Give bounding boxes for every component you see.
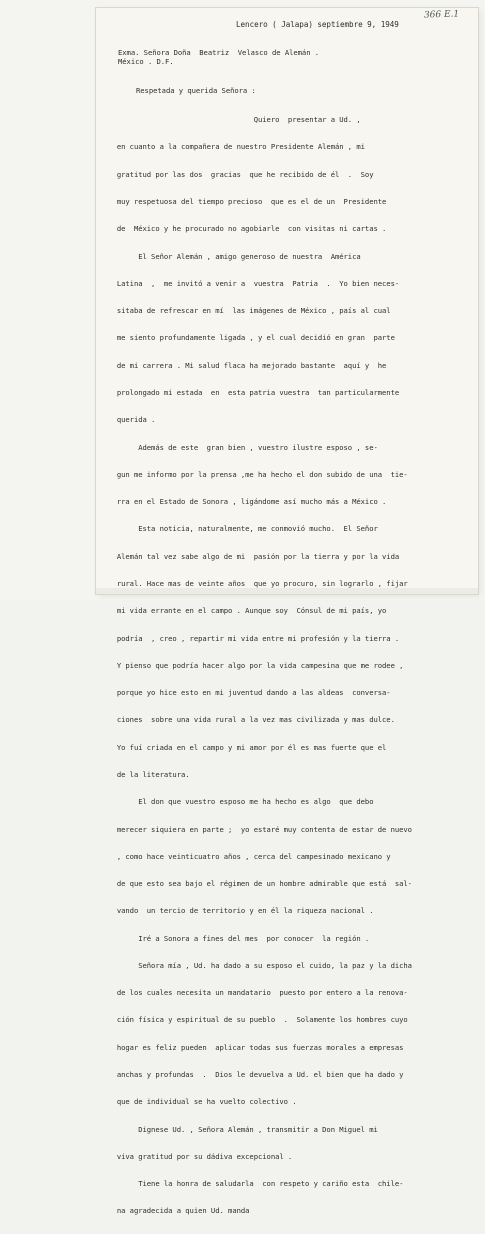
letter-salutation: Respetada y querida Señora : [136, 86, 256, 95]
body-line: Quiero presentar a Ud. , [104, 115, 361, 125]
body-line: El Señor Alemán , amigo generoso de nuestra América [104, 251, 361, 261]
body-line: Tiene la honra de saludarla con respeto y cariño esta chile- [104, 1179, 404, 1189]
body-line: prolongado mi estada en esta patria vuestra tan particularmente [104, 388, 400, 397]
body-line: Señora mía , Ud. ha dado a su esposo el cuido, la paz y la dicha [104, 960, 412, 970]
letter-dateline: Lencero ( Jalapa) septiembre 9, 1949 [236, 20, 399, 29]
body-line: Dignese Ud. , Señora Alemán , transmitir a Don Miguel mi [104, 1124, 378, 1134]
body-line: de México y he procurado no agobiarle con visitas ni cartas . [104, 224, 387, 234]
body-line: vando un tercio de territorio y en él la riqueza nacional . [104, 906, 374, 916]
body-line: Iré a Sonora a fines del mes por conocer la región . [104, 933, 370, 943]
recipient-name: Exma. Señora Doña Beatriz Velasco de Alemán . [118, 48, 320, 57]
body-line: muy respetuosa del tiempo precioso que es el de un Presidente [104, 197, 387, 207]
body-line: ción física y espiritual de su pueblo . Solamente los hombres cuyo [104, 1015, 408, 1025]
body-line: Esta noticia, naturalmente, me conmovió mucho. El Señor [104, 524, 378, 534]
body-line: de la literatura. [104, 769, 190, 779]
recipient-city: México . D.F. [118, 57, 174, 66]
body-line: anchas y profundas . Dios le devuelva a Ud. el bien que ha dado y [104, 1070, 404, 1080]
body-line: Y pienso que podría hacer algo por la vida campesina que me rodee , [104, 660, 404, 670]
body-line: podría , creo , repartir mi vida entre mi profesión y la tierra . [104, 633, 400, 643]
body-line: , como hace veinticuatro años , cerca del campesinado mexicano y [104, 851, 391, 861]
body-line: na agradecida a quien Ud. manda [104, 1206, 250, 1216]
body-line: de mi carrera . Mi salud flaca ha mejorado bastante aquí y he [104, 360, 387, 370]
body-line: Latina , me invitó a venir a vuestra Patria . Yo bien neces- [104, 278, 400, 288]
body-line: merecer siquiera en parte ; yo estaré muy contenta de estar de nuevo [104, 824, 412, 834]
body-line: gun me informo por la prensa ,me ha hecho el don subido de una tie- [104, 469, 408, 479]
body-line: mi vida errante en el campo . Aunque soy Cónsul de mi país, yo [104, 606, 387, 616]
body-line: querida . [104, 415, 156, 425]
body-line: rural. Hace mas de veinte años que yo procuro, sin lograrlo , fijar [104, 578, 408, 588]
letter-body [104, 97, 412, 1234]
body-line: rra en el Estado de Sonora , ligándome así mucho más a México . [104, 497, 387, 507]
body-line: Además de este gran bien , vuestro ilustre esposo , se- [104, 442, 378, 452]
body-line: de los cuales necesita un mandatario puesto por entero a la renova- [104, 988, 408, 998]
body-line: hogar es feliz pueden aplicar todas sus fuerzas morales a empresas [104, 1042, 404, 1052]
body-line: porque yo hice esto en mi juventud dando a las aldeas conversa- [104, 688, 391, 698]
body-line: sitaba de refrescar en mí las imágenes de México , país al cual [104, 306, 391, 316]
body-line: gratitud por las dos gracias que he recibido de él . Soy [104, 169, 374, 179]
body-line: Alemán tal vez sabe algo de mi pasión por la tierra y por la vida [104, 551, 400, 561]
body-line: me siento profundamente ligada , y el cual decidió en gran parte [104, 333, 395, 343]
body-line: en cuanto a la compañera de nuestro Presidente Alemán , mi [104, 142, 365, 152]
body-line: El don que vuestro esposo me ha hecho es algo que debo [104, 797, 374, 807]
archive-mark: 366 E.1 [423, 9, 460, 21]
body-line: que de individual se ha vuelto colectivo . [104, 1097, 297, 1107]
body-line: de que esto sea bajo el régimen de un hombre admirable que está sal- [104, 879, 412, 889]
body-line: ciones sobre una vida rural a la vez mas civilizada y mas dulce. [104, 715, 395, 725]
body-line: viva gratitud por su dádiva excepcional . [104, 1151, 293, 1161]
body-line: Yo fuí criada en el campo y mi amor por él es mas fuerte que el [104, 742, 387, 752]
